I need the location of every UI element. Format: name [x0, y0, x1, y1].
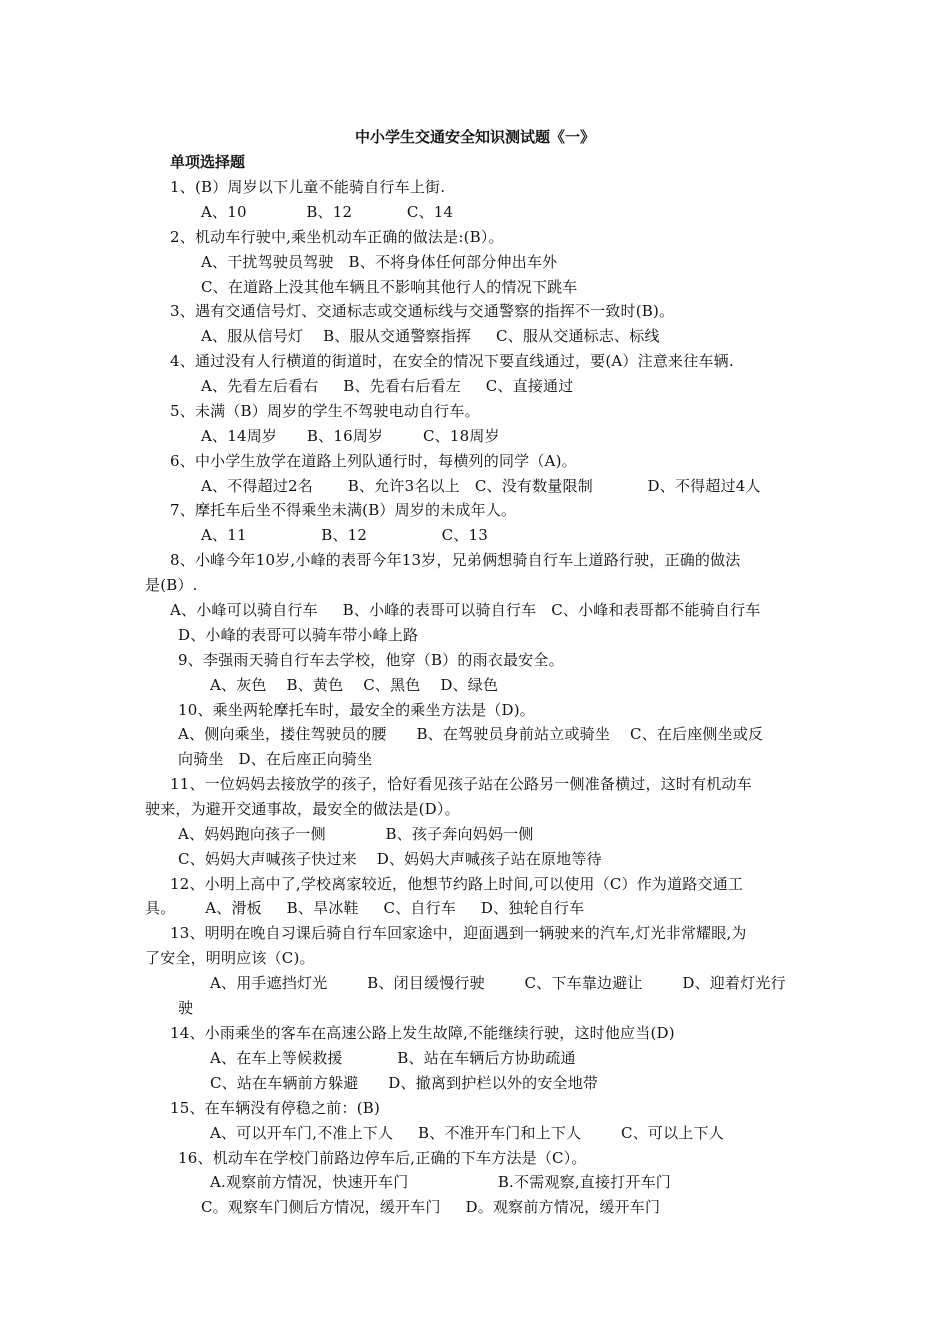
question-5: 5、未满（B）周岁的学生不驾驶电动自行车。 [170, 402, 480, 420]
options-1: A、10 B、12 C、14 [201, 203, 454, 221]
question-2: 2、机动车行驶中,乘坐机动车正确的做法是:(B）。 [170, 228, 504, 246]
question-6: 6、中小学生放学在道路上列队通行时，每横列的同学（A)。 [170, 452, 577, 470]
question-11-cont: 驶来，为避开交通事故，最安全的做法是(D）。 [145, 800, 460, 818]
question-4: 4、通过没有人行横道的街道时，在安全的情况下要直线通过，要(A）注意来往车辆. [170, 352, 734, 370]
options-2a: A、干扰驾驶员驾驶 B、不将身体任何部分伸出车外 [201, 253, 558, 271]
options-14b: C、站在车辆前方躲避 D、撤离到护栏以外的安全地带 [210, 1074, 599, 1092]
options-10a: A、侧向乘坐，搂住驾驶员的腰 B、在驾驶员身前站立或骑坐 C、在后座侧坐或反 [178, 725, 764, 743]
options-9: A、灰色 B、黄色 C、黑色 D、绿色 [210, 676, 499, 694]
options-15: A、可以开车门,不准上下人 B、不准开车门和上下人 C、可以上下人 [210, 1124, 724, 1142]
section-heading: 单项选择题 [170, 153, 246, 171]
question-9: 9、李强雨天骑自行车去学校，他穿（B）的雨衣最安全。 [178, 651, 564, 669]
options-16a: A.观察前方情况，快速开车门 B.不需观察,直接打开车门 [210, 1173, 671, 1191]
options-11a: A、妈妈跑向孩子一侧 B、孩子奔向妈妈一侧 [178, 825, 534, 843]
options-4: A、先看左后看右 B、先看右后看左 C、直接通过 [201, 377, 574, 395]
options-16b: C。观察车门侧后方情况，缓开车门 D。观察前方情况，缓开车门 [201, 1198, 661, 1216]
question-8-cont: 是(B）. [145, 576, 198, 594]
options-12: 具。 A、滑板 B、旱冰鞋 C、自行车 D、独轮自行车 [145, 899, 585, 917]
options-14a: A、在车上等候救援 B、站在车辆后方协助疏通 [210, 1049, 576, 1067]
question-8: 8、小峰今年10岁,小峰的表哥今年13岁，兄弟俩想骑自行车上道路行驶，正确的做法 [170, 551, 741, 569]
question-12: 12、小明上高中了,学校离家较近，他想节约路上时间,可以使用（C）作为道路交通工 [170, 875, 744, 893]
document-title: 中小学生交通安全知识测试题《一》 [354, 128, 595, 146]
question-16: 16、机动车在学校门前路边停车后,正确的下车方法是（C）。 [178, 1149, 587, 1167]
options-11b: C、妈妈大声喊孩子快过来 D、妈妈大声喊孩子站在原地等待 [178, 850, 602, 868]
question-13-cont: 了安全，明明应该（C)。 [145, 949, 315, 967]
question-10: 10、乘坐两轮摩托车时，最安全的乘坐方法是（D)。 [178, 701, 535, 719]
question-7: 7、摩托车后坐不得乘坐未满(B）周岁的未成年人。 [170, 501, 517, 519]
options-13a: A、用手遮挡灯光 B、闭目缓慢行驶 C、下车靠边避让 D、迎着灯光行 [210, 974, 786, 992]
options-8b: D、小峰的表哥可以骑车带小峰上路 [178, 626, 419, 644]
options-8a: A、小峰可以骑自行车 B、小峰的表哥可以骑自行车 C、小峰和表哥都不能骑自行车 [170, 601, 761, 619]
options-5: A、14周岁 B、16周岁 C、18周岁 [201, 427, 500, 445]
question-1: 1、(B）周岁以下儿童不能骑自行车上街. [170, 178, 446, 196]
options-10b: 向骑坐 D、在后座正向骑坐 [178, 750, 373, 768]
options-3: A、服从信号灯 B、服从交通警察指挥 C、服从交通标志、标线 [201, 327, 660, 345]
options-13b: 驶 [178, 999, 194, 1017]
options-6: A、不得超过2名 B、允许3名以上 C、没有数量限制 D、不得超过4人 [201, 477, 761, 495]
question-11: 11、一位妈妈去接放学的孩子，恰好看见孩子站在公路另一侧准备横过，这时有机动车 [170, 775, 752, 793]
question-14: 14、小雨乘坐的客车在高速公路上发生故障,不能继续行驶，这时他应当(D) [170, 1024, 675, 1042]
options-7: A、11 B、12 C、13 [201, 526, 489, 544]
options-2b: C、在道路上没其他车辆且不影响其他行人的情况下跳车 [201, 278, 578, 296]
question-3: 3、遇有交通信号灯、交通标志或交通标线与交通警察的指挥不一致时(B)。 [170, 302, 675, 320]
question-15: 15、在车辆没有停稳之前：(B) [170, 1099, 381, 1117]
question-13: 13、明明在晚自习课后骑自行车回家途中，迎面遇到一辆驶来的汽车,灯光非常耀眼,为 [170, 924, 747, 942]
